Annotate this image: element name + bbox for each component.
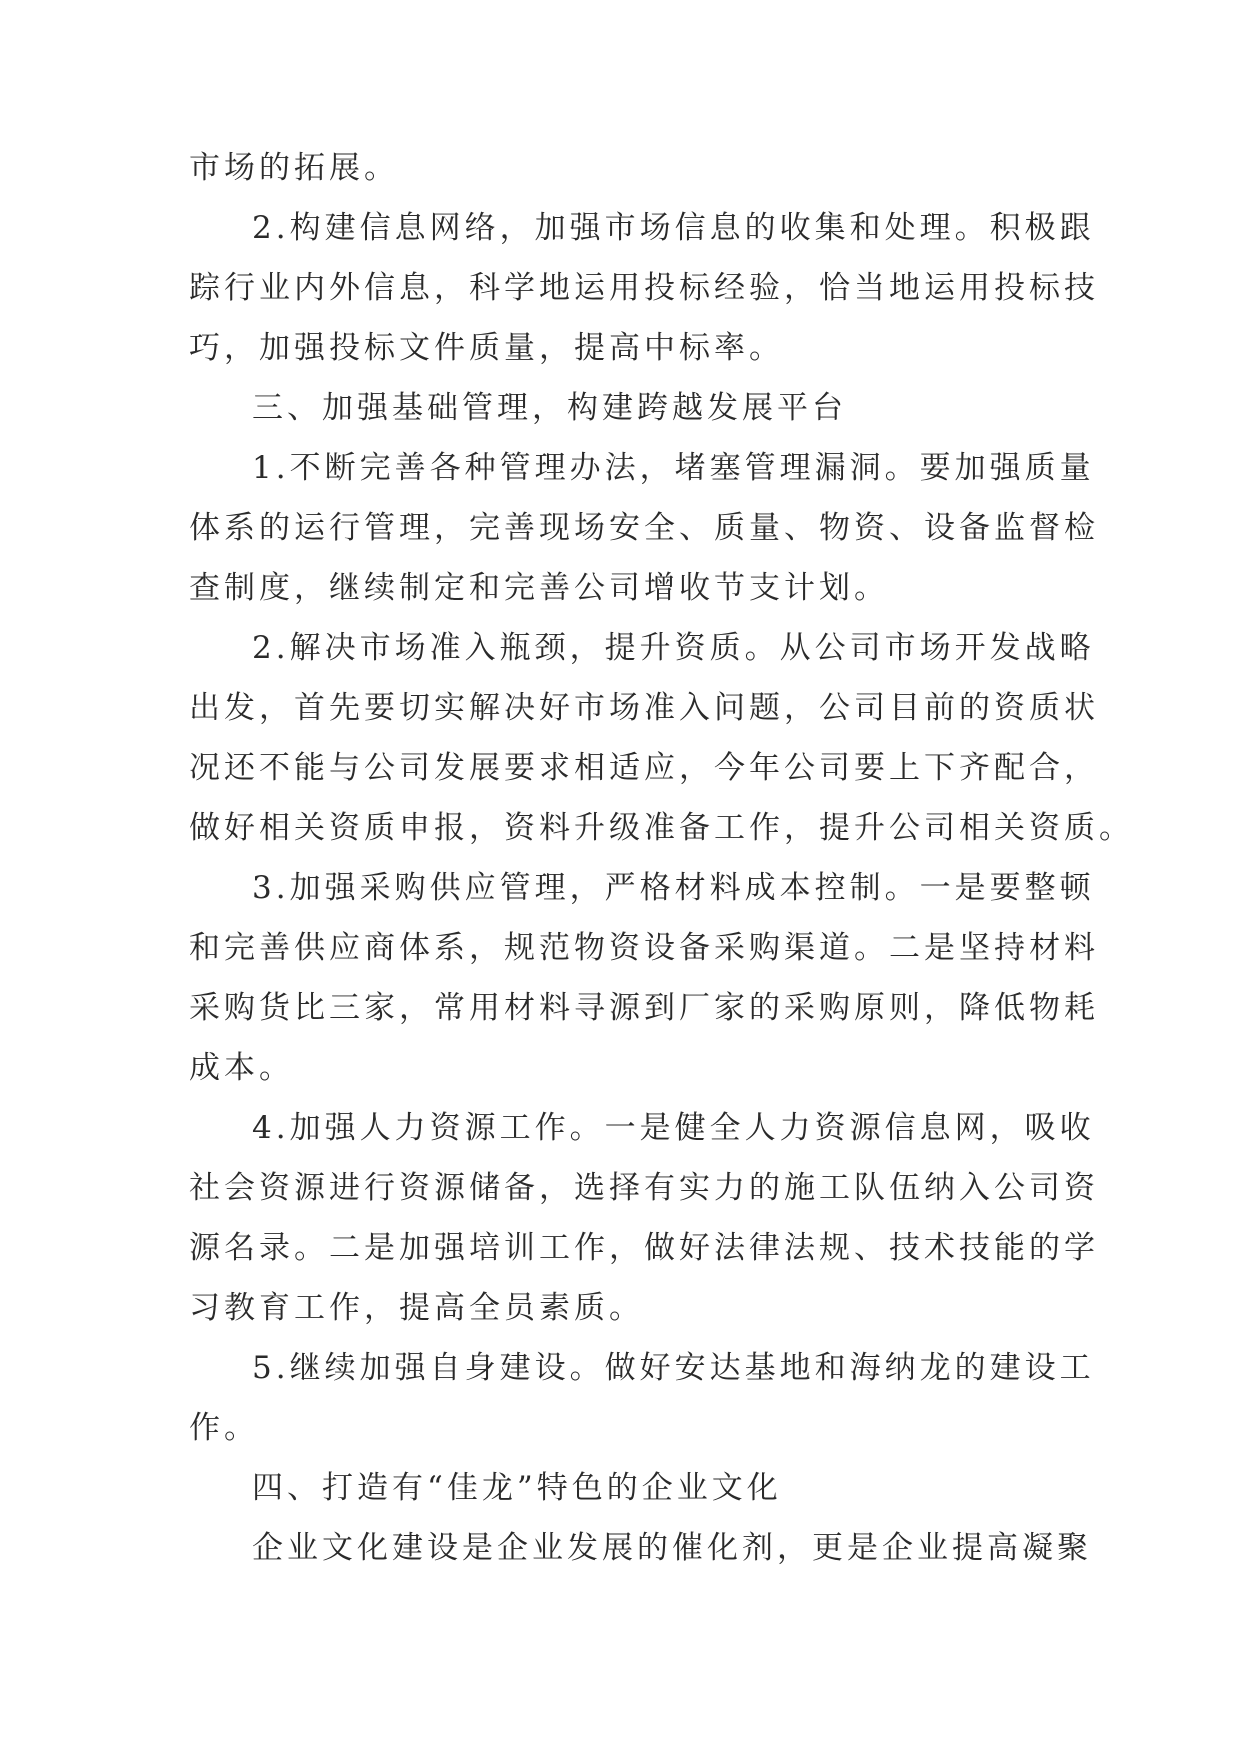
text-line: 采购货比三家，常用材料寻源到厂家的采购原则，降低物耗 <box>189 990 1099 1026</box>
text-line: 1.不断完善各种管理办法，堵塞管理漏洞。要加强质量 <box>252 450 1095 486</box>
text-line: 企业文化建设是企业发展的催化剂，更是企业提高凝聚 <box>252 1530 1092 1566</box>
text-line: 5.继续加强自身建设。做好安达基地和海纳龙的建设工 <box>252 1350 1095 1386</box>
text-line: 踪行业内外信息，科学地运用投标经验，恰当地运用投标技 <box>189 270 1099 306</box>
text-line: 成本。 <box>189 1050 294 1086</box>
text-line: 社会资源进行资源储备，选择有实力的施工队伍纳入公司资 <box>189 1170 1099 1206</box>
text-line: 习教育工作，提高全员素质。 <box>189 1290 644 1326</box>
text-line: 市场的拓展。 <box>189 150 399 186</box>
text-line: 出发，首先要切实解决好市场准入问题，公司目前的资质状 <box>189 690 1099 726</box>
section-heading: 三、加强基础管理，构建跨越发展平台 <box>252 390 847 426</box>
text-line: 源名录。二是加强培训工作，做好法律法规、技术技能的学 <box>189 1230 1099 1266</box>
text-line: 4.加强人力资源工作。一是健全人力资源信息网，吸收 <box>252 1110 1095 1146</box>
text-line: 查制度，继续制定和完善公司增收节支计划。 <box>189 570 889 606</box>
text-line: 做好相关资质申报，资料升级准备工作，提升公司相关资质。 <box>189 810 1134 846</box>
text-line: 3.加强采购供应管理，严格材料成本控制。一是要整顿 <box>252 870 1095 906</box>
text-line: 况还不能与公司发展要求相适应，今年公司要上下齐配合， <box>189 750 1099 786</box>
text-line: 2.构建信息网络，加强市场信息的收集和处理。积极跟 <box>252 210 1095 246</box>
text-line: 巧，加强投标文件质量，提高中标率。 <box>189 330 784 366</box>
text-line: 体系的运行管理，完善现场安全、质量、物资、设备监督检 <box>189 510 1099 546</box>
section-heading: 四、打造有“佳龙”特色的企业文化 <box>252 1470 782 1506</box>
text-line: 2.解决市场准入瓶颈，提升资质。从公司市场开发战略 <box>252 630 1095 666</box>
text-line: 和完善供应商体系，规范物资设备采购渠道。二是坚持材料 <box>189 930 1099 966</box>
text-line: 作。 <box>189 1410 259 1446</box>
